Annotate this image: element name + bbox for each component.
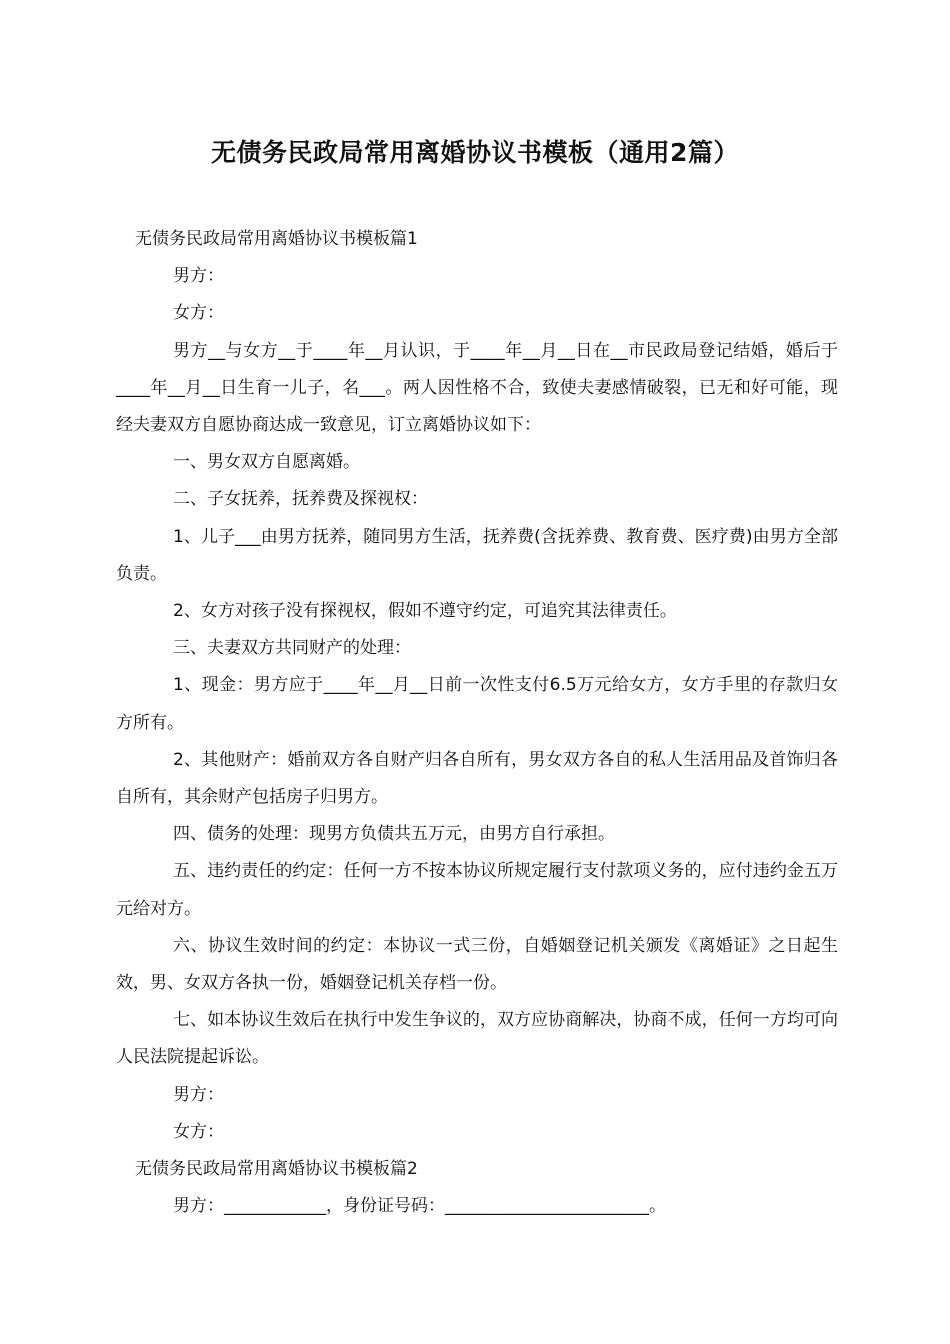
clause-4: 四、债务的处理：现男方负债共五万元，由男方自行承担。 bbox=[173, 824, 615, 845]
clause-6: 六、协议生效时间的约定：本协议一式三份，自婚姻登记机关颁发《离婚证》之日起生效，男、女双方各执一份，婚姻登记机关存档一份。 bbox=[116, 935, 838, 994]
clause-5: 五、违约责任的约定：任何一方不按本协议所规定履行支付款项义务的，应付违约金五万元给对方。 bbox=[116, 861, 838, 919]
wife-signature-label: 女方： bbox=[173, 1121, 224, 1142]
husband-signature-label: 男方： bbox=[173, 1084, 224, 1105]
clause-2: 二、子女抚养，抚养费及探视权： bbox=[173, 489, 428, 510]
clause-3: 三、夫妻双方共同财产的处理： bbox=[173, 638, 411, 659]
clause-2-item-2: 2、女方对孩子没有探视权，假如不遵守约定，可追究其法律责任。 bbox=[173, 601, 677, 622]
clause-7: 七、如本协议生效后在执行中发生争议的，双方应协商解决，协商不成，任何一方均可向人民法院提起诉讼。 bbox=[116, 1010, 838, 1068]
document-title: 无债务民政局常用离婚协议书模板（通用2篇） bbox=[211, 138, 739, 167]
husband-id-line: 男方：____________，身份证号码：________________________。 bbox=[173, 1196, 666, 1217]
husband-label: 男方： bbox=[173, 266, 224, 287]
wife-label: 女方： bbox=[173, 303, 224, 324]
clause-3-item-1: 1、现金：男方应于____年__月__日前一次性支付6.5万元给女方，女方手里的存款归女方所有。 bbox=[116, 675, 838, 733]
document-body bbox=[116, 221, 838, 1225]
section-heading-1: 无债务民政局常用离婚协议书模板篇1 bbox=[135, 229, 418, 249]
clause-1: 一、男女双方自愿离婚。 bbox=[173, 452, 360, 473]
clause-2-item-1: 1、儿子___由男方抚养，随同男方生活，抚养费(含抚养费、教育费、医疗费)由男方全部负责。 bbox=[116, 526, 838, 584]
section-heading-2: 无债务民政局常用离婚协议书模板篇2 bbox=[135, 1159, 418, 1180]
intro-paragraph: 男方__与女方__于____年__月认识，于____年__月__日在__市民政局登记结婚，婚后于____年__月__日生育一儿子，名___。两人因性格不合，致使夫妻感情破裂，已无和好可能，现经夫妻双方自愿协商达成一致意见，订立离婚协议如下： bbox=[116, 340, 838, 436]
clause-3-item-2: 2、其他财产：婚前双方各自财产归各自所有，男女双方各自的私人生活用品及首饰归各自所有，其余财产包括房子归男方。 bbox=[116, 749, 838, 808]
